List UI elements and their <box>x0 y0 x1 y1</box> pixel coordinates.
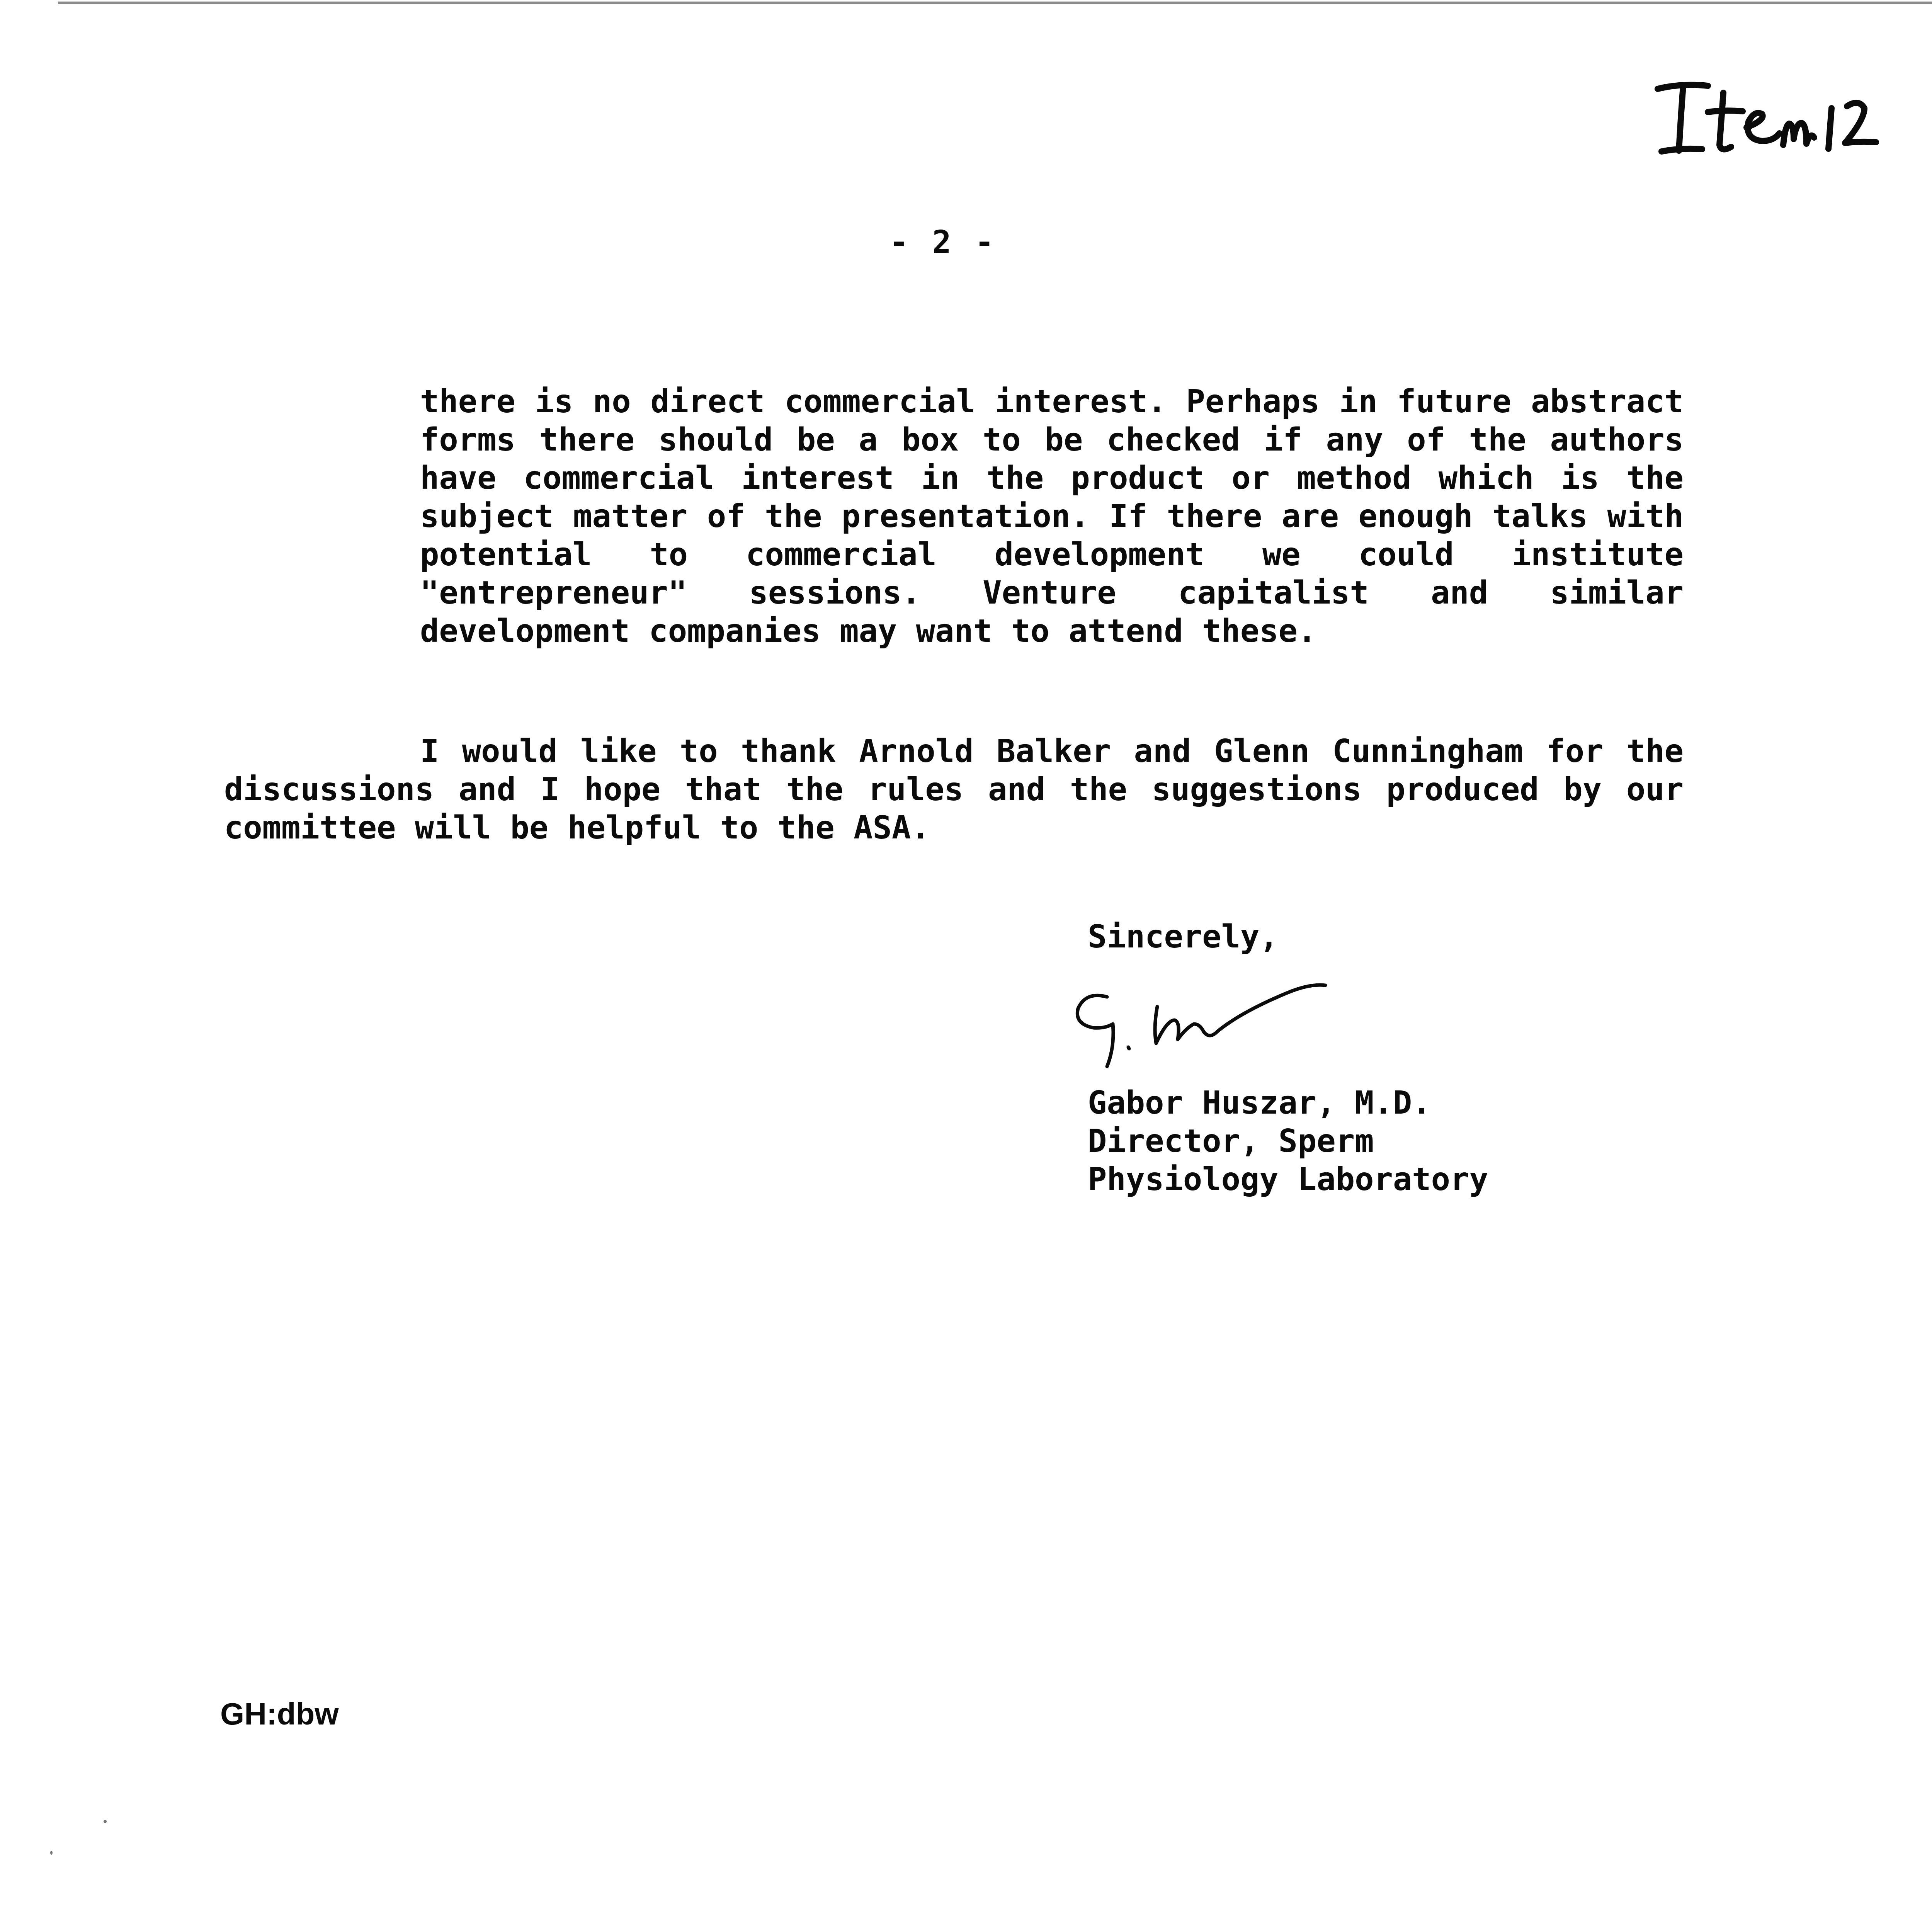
scan-speck <box>50 1851 53 1855</box>
page-number: - 2 - <box>889 224 997 261</box>
body-paragraph-acknowledgements: I would like to thank Arnold Balker and Glenn Cunningham for the discussions and I hope that the rules and the suggestions produced by our committee will be helpful to the ASA. <box>224 733 1684 846</box>
body-paragraph-continued: there is no direct commercial interest. Perhaps in future abstract forms there should be a box to be checked if any of the authors have commercial interest in the product or method which is the subject matter of the presentation. If there are enough talks with potential to commercial development we could institute "entrepreneur" sessions. Venture capitalist and similar development companies may want to attend these. <box>420 383 1684 650</box>
handwritten-item-note <box>1650 62 1920 170</box>
signer-title-line-2: Physiology Laboratory <box>1088 1161 1488 1198</box>
typist-initials: GH:dbw <box>220 1697 339 1731</box>
closing-salutation: Sincerely, <box>1088 918 1279 955</box>
signer-name: Gabor Huszar, M.D. <box>1088 1085 1431 1121</box>
handwritten-signature <box>1070 970 1418 1086</box>
signer-block <box>1088 1084 1488 1199</box>
scan-speck <box>104 1820 107 1823</box>
signer-title-line-1: Director, Sperm <box>1088 1123 1374 1160</box>
scan-top-edge <box>58 2 1932 4</box>
